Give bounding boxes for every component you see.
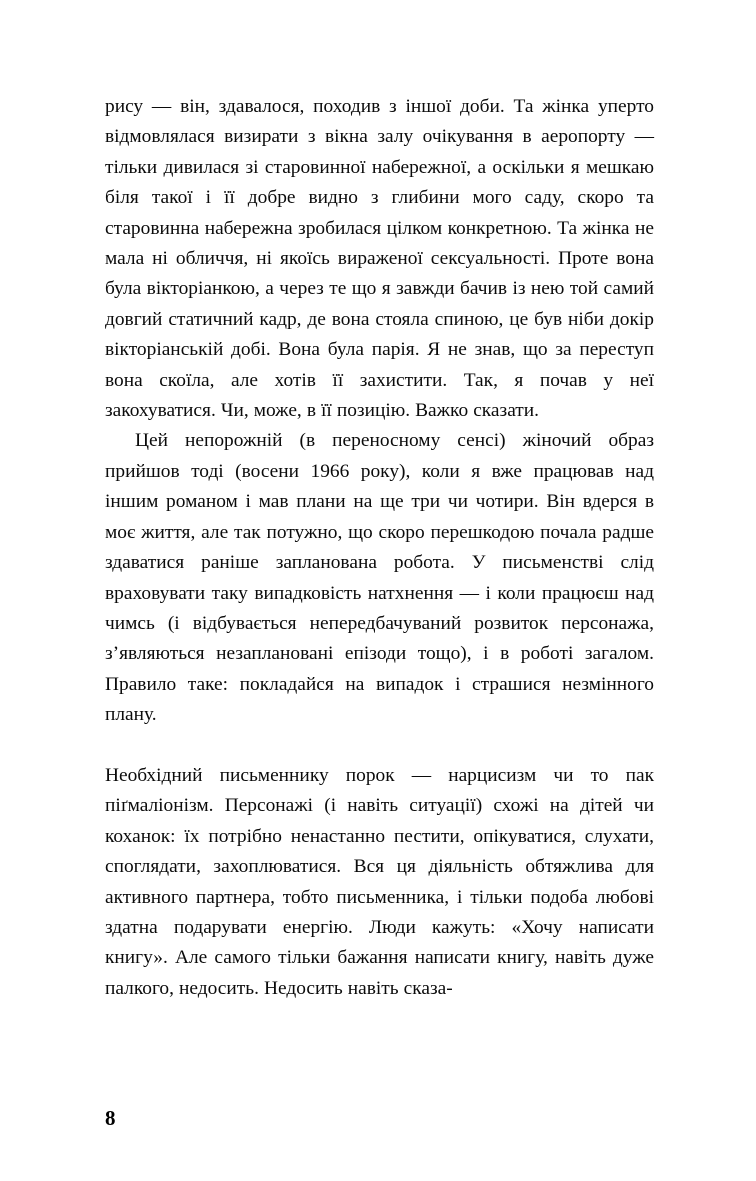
paragraph-second: Цей непорожній (в переносному сенсі) жіночий образ прийшов тоді (восени 1966 року), коли я вже працював над іншим романом і мав плани на ще три чи чотири. Він вдерся в моє життя, але так потужно, що скоро перешкодою почала радше здаватися раніше запланована робота. У письменстві слід враховувати таку випадковість натхнення — і коли працюєш над чимсь (і відбувається непередбачуваний розвиток персонажа, з’являються незаплановані епізоди тощо), і в роботі загалом. Правило таке: покладайся на випадок і страшися незмінного плану. [105, 430, 654, 726]
page-text-block [105, 92, 654, 1004]
page-number: 8 [105, 1106, 116, 1130]
paragraph-continuation: рису — він, здавалося, походив з іншої доби. Та жінка уперто відмовлялася визирати з вікна залу очікування в аеропорту — тільки дивилася зі старовинної набережної, а оскільки я мешкаю біля такої і її добре видно з глибини мого саду, скоро та старовинна набережна зробилася цілком конкретною. Та жінка не мала ні обличчя, ні якоїсь вираженої сексуальності. Проте вона була вікторіанкою, а через те що я завжди бачив із нею той самий довгий статичний кадр, де вона стояла спиною, це був ніби докір вікторіанській добі. Вона була парія. Я не знав, що за переступ вона скоїла, але хотів її захистити. Так, я почав у неї закохуватися. Чи, може, в її позицію. Важко сказати. [105, 96, 654, 422]
paragraph-third: Необхідний письменнику порок — нарцисизм чи то пак піґмаліонізм. Персонажі (і навіть ситуації) схожі на дітей чи коханок: їх потрібно ненастанно пестити, опікуватися, слухати, споглядати, захоплюватися. Вся ця діяльність обтяжлива для активного партнера, тобто письменника, і тільки подоба любові здатна подарувати енергію. Люди кажуть: «Хочу написати книгу». Але самого тільки бажання написати книгу, навіть дуже палкого, недосить. Недосить навіть сказа- [105, 764, 654, 999]
